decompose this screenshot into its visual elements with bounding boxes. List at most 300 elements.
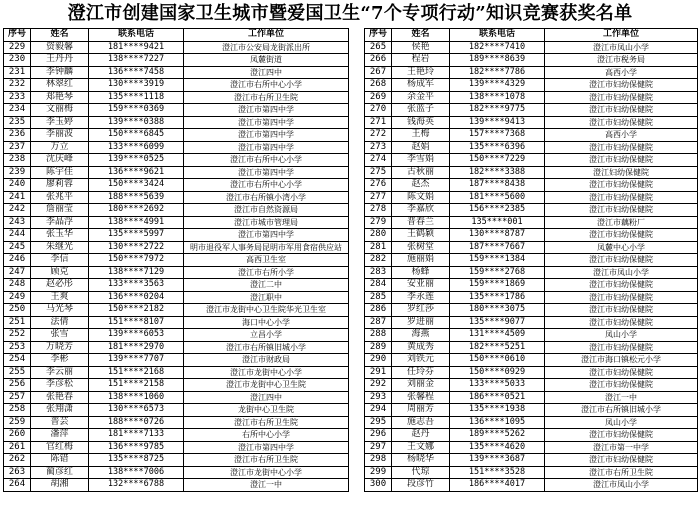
cell-org: 澄江市海口镇松元小学 — [545, 354, 698, 367]
table-row — [365, 379, 698, 392]
cell-phone: 182****7410 — [450, 41, 545, 54]
cell-seq: 290 — [365, 354, 392, 367]
table-row — [365, 341, 698, 354]
cell-phone: 133****6099 — [89, 141, 184, 154]
cell-seq: 291 — [365, 366, 392, 379]
cell-name: 段彦竹 — [392, 479, 450, 492]
table-row — [365, 104, 698, 117]
cell-seq: 280 — [365, 229, 392, 242]
cell-name: 赵娟 — [392, 141, 450, 154]
cell-seq: 277 — [365, 191, 392, 204]
cell-seq: 249 — [4, 291, 31, 304]
cell-seq: 294 — [365, 404, 392, 417]
cell-name: 朱继光 — [31, 241, 89, 254]
cell-phone: 130****6573 — [89, 404, 184, 417]
cell-phone: 139****4329 — [450, 79, 545, 92]
table-row — [4, 141, 349, 154]
cell-name: 李嘉欣 — [392, 204, 450, 217]
cell-name: 余金平 — [392, 91, 450, 104]
cell-org: 澄江市妇幼保健院 — [545, 291, 698, 304]
header-phone: 联系电话 — [450, 29, 545, 42]
cell-seq: 259 — [4, 416, 31, 429]
cell-org: 澄江一中 — [545, 391, 698, 404]
cell-phone: 130****3919 — [89, 79, 184, 92]
cell-name: 张蓝子 — [392, 104, 450, 117]
cell-seq: 283 — [365, 266, 392, 279]
cell-seq: 298 — [365, 454, 392, 467]
cell-seq: 297 — [365, 441, 392, 454]
cell-seq: 292 — [365, 379, 392, 392]
cell-phone: 182****3388 — [450, 166, 545, 179]
cell-phone: 136****7458 — [89, 66, 184, 79]
cell-seq: 299 — [365, 466, 392, 479]
cell-org: 澄江市妇幼保健院 — [545, 304, 698, 317]
cell-org: 澄江市妇幼保健院 — [545, 316, 698, 329]
table-row — [4, 216, 349, 229]
cell-seq: 285 — [365, 291, 392, 304]
table-row — [4, 54, 349, 67]
cell-org: 澄江市财政局 — [184, 354, 349, 367]
cell-phone: 181****2970 — [89, 341, 184, 354]
table-row — [4, 166, 349, 179]
cell-org: 澄江市第四中学 — [184, 116, 349, 129]
table-row — [4, 266, 349, 279]
cell-seq: 288 — [365, 329, 392, 342]
table-row — [365, 66, 698, 79]
cell-phone: 180****3075 — [450, 304, 545, 317]
cell-name: 普芸 — [31, 416, 89, 429]
table-row — [4, 41, 349, 54]
cell-phone: 138****7227 — [89, 54, 184, 67]
cell-seq: 236 — [4, 129, 31, 142]
cell-seq: 256 — [4, 379, 31, 392]
cell-name: 杨成军 — [392, 79, 450, 92]
table-row — [365, 279, 698, 292]
table-row — [365, 416, 698, 429]
cell-phone: 135****1938 — [450, 404, 545, 417]
page-title: 澄江市创建国家卫生城市暨爱国卫生“7个专项行动”知识竞赛获奖名单 — [67, 3, 633, 24]
table-row — [365, 166, 698, 179]
cell-phone: 151****2168 — [89, 366, 184, 379]
table-row — [365, 329, 698, 342]
cell-org: 凤山小学 — [545, 416, 698, 429]
table-row — [365, 241, 698, 254]
cell-name: 李雪娟 — [392, 154, 450, 167]
table-row — [4, 429, 349, 442]
cell-org: 澄江市龙街中心卫生院 — [184, 379, 349, 392]
table-row — [365, 441, 698, 454]
cell-seq: 282 — [365, 254, 392, 267]
table-row — [365, 79, 698, 92]
cell-org: 右所中心小学 — [184, 429, 349, 442]
table-row — [365, 266, 698, 279]
cell-seq: 235 — [4, 116, 31, 129]
cell-phone: 150****0929 — [450, 366, 545, 379]
header-seq: 序号 — [365, 29, 392, 42]
table-row — [4, 129, 349, 142]
cell-name: 张翔潇 — [31, 404, 89, 417]
cell-seq: 242 — [4, 204, 31, 217]
cell-seq: 279 — [365, 216, 392, 229]
cell-seq: 254 — [4, 354, 31, 367]
header-org: 工作单位 — [545, 29, 698, 42]
table-row — [4, 104, 349, 117]
table-row — [365, 304, 698, 317]
cell-seq: 243 — [4, 216, 31, 229]
cell-name: 李彦松 — [31, 379, 89, 392]
cell-phone: 133****5033 — [450, 379, 545, 392]
cell-seq: 267 — [365, 66, 392, 79]
cell-name: 张玉华 — [31, 229, 89, 242]
table-row — [4, 416, 349, 429]
cell-org: 澄江市第四中学 — [184, 166, 349, 179]
cell-org: 澄江市右所卫生院 — [184, 454, 349, 467]
cell-name: 海燕 — [392, 329, 450, 342]
cell-seq: 240 — [4, 179, 31, 192]
cell-seq: 287 — [365, 316, 392, 329]
table-row — [365, 116, 698, 129]
cell-phone: 139****0525 — [89, 154, 184, 167]
cell-name: 罗红莎 — [392, 304, 450, 317]
cell-org: 澄江市第四中学 — [184, 141, 349, 154]
cell-name: 刘铁元 — [392, 354, 450, 367]
cell-name: 廖莉蓉 — [31, 179, 89, 192]
cell-name: 王艳玲 — [392, 66, 450, 79]
table-row — [365, 391, 698, 404]
cell-seq: 295 — [365, 416, 392, 429]
table-row — [365, 404, 698, 417]
table-row — [365, 454, 698, 467]
cell-phone: 132****6788 — [89, 479, 184, 492]
cell-phone: 187****7667 — [450, 241, 545, 254]
table-row — [4, 66, 349, 79]
cell-name: 张树堂 — [392, 241, 450, 254]
cell-org: 澄江四中 — [184, 391, 349, 404]
table-row — [4, 404, 349, 417]
table-row — [365, 291, 698, 304]
cell-phone: 181****5600 — [450, 191, 545, 204]
cell-org: 澄江市龙街中心小学 — [184, 466, 349, 479]
cell-phone: 138****1078 — [450, 91, 545, 104]
cell-seq: 266 — [365, 54, 392, 67]
table-row — [4, 366, 349, 379]
cell-seq: 234 — [4, 104, 31, 117]
cell-name: 任玲芬 — [392, 366, 450, 379]
cell-name: 胡湘 — [31, 479, 89, 492]
cell-name: 代琼 — [392, 466, 450, 479]
table-row — [4, 304, 349, 317]
table-row — [4, 466, 349, 479]
cell-org: 澄江市第四中学 — [184, 129, 349, 142]
cell-phone: 138****4991 — [89, 216, 184, 229]
cell-org: 澄江市凤山小学 — [545, 479, 698, 492]
cell-org: 澄江四中 — [184, 66, 349, 79]
cell-phone: 130****2722 — [89, 241, 184, 254]
cell-org: 澄江市妇幼保健院 — [545, 191, 698, 204]
cell-seq: 232 — [4, 79, 31, 92]
cell-seq: 237 — [4, 141, 31, 154]
cell-phone: 135****4620 — [450, 441, 545, 454]
cell-org: 澄江二中 — [184, 279, 349, 292]
cell-org: 澄江市城市管理局 — [184, 216, 349, 229]
cell-org: 澄江市妇幼保健院 — [545, 116, 698, 129]
cell-name: 赵丹 — [392, 429, 450, 442]
cell-org: 澄江市右所卫生院 — [545, 466, 698, 479]
table-row — [365, 229, 698, 242]
cell-phone: 150****7972 — [89, 254, 184, 267]
cell-phone: 156****2385 — [450, 204, 545, 217]
cell-name: 安亚丽 — [392, 279, 450, 292]
cell-seq: 241 — [4, 191, 31, 204]
cell-org: 澄江市妇幼保健院 — [545, 229, 698, 242]
cell-seq: 251 — [4, 316, 31, 329]
cell-name: 李钟麟 — [31, 66, 89, 79]
table-row — [4, 279, 349, 292]
table-header-row — [365, 29, 698, 42]
cell-seq: 273 — [365, 141, 392, 154]
cell-org: 澄江市右所卫生院 — [184, 416, 349, 429]
table-row — [4, 329, 349, 342]
table-row — [365, 129, 698, 142]
cell-org: 澄江职中 — [184, 291, 349, 304]
table-row — [4, 441, 349, 454]
cell-seq: 248 — [4, 279, 31, 292]
table-row — [365, 204, 698, 217]
table-row — [4, 191, 349, 204]
cell-phone: 157****7368 — [450, 129, 545, 142]
table-row — [4, 179, 349, 192]
cell-org: 高西小学 — [545, 129, 698, 142]
table-row — [365, 479, 698, 492]
cell-name: 古秋丽 — [392, 166, 450, 179]
cell-seq: 286 — [365, 304, 392, 317]
cell-seq: 229 — [4, 41, 31, 54]
cell-name: 张馨程 — [392, 391, 450, 404]
table-row — [365, 429, 698, 442]
cell-name: 万立 — [31, 141, 89, 154]
cell-phone: 182****9775 — [450, 104, 545, 117]
cell-phone: 159****2768 — [450, 266, 545, 279]
cell-seq: 300 — [365, 479, 392, 492]
cell-org: 澄江市右所中心小学 — [184, 154, 349, 167]
cell-seq: 245 — [4, 241, 31, 254]
table-row — [4, 316, 349, 329]
cell-phone: 186****0521 — [450, 391, 545, 404]
cell-phone: 151****2158 — [89, 379, 184, 392]
table-row — [4, 341, 349, 354]
cell-phone: 138****1060 — [89, 391, 184, 404]
cell-phone: 186****4017 — [450, 479, 545, 492]
cell-org: 澄江市妇幼保健院 — [545, 454, 698, 467]
cell-phone: 151****3528 — [450, 466, 545, 479]
cell-name: 万晓芳 — [31, 341, 89, 354]
cell-phone: 136****1095 — [450, 416, 545, 429]
cell-name: 赵必彤 — [31, 279, 89, 292]
cell-org: 澄江市龙街中心小学 — [184, 366, 349, 379]
table-row — [365, 54, 698, 67]
cell-org: 凤麓街道 — [184, 54, 349, 67]
cell-phone: 181****9421 — [89, 41, 184, 54]
cell-seq: 264 — [4, 479, 31, 492]
header-name: 姓名 — [392, 29, 450, 42]
cell-phone: 131****4509 — [450, 329, 545, 342]
cell-org: 凤麓中心小学 — [545, 241, 698, 254]
cell-org: 澄江市右所镇小湾小学 — [184, 191, 349, 204]
cell-name: 王丹丹 — [31, 54, 89, 67]
cell-name: 马光琴 — [31, 304, 89, 317]
table-row — [4, 291, 349, 304]
cell-seq: 269 — [365, 91, 392, 104]
cell-name: 张雪 — [31, 329, 89, 342]
table-row — [4, 79, 349, 92]
cell-org: 立昌小学 — [184, 329, 349, 342]
cell-org: 澄江市右所小学 — [184, 266, 349, 279]
cell-name: 顾克 — [31, 266, 89, 279]
cell-name: 李永莲 — [392, 291, 450, 304]
cell-org: 澄江市右所卫生院 — [184, 91, 349, 104]
cell-name: 侯艳 — [392, 41, 450, 54]
cell-org: 海口中心小学 — [184, 316, 349, 329]
cell-seq: 257 — [4, 391, 31, 404]
cell-phone: 150****6845 — [89, 129, 184, 142]
cell-phone: 139****0388 — [89, 116, 184, 129]
cell-phone: 188****0726 — [89, 416, 184, 429]
cell-org: 澄江市右所镇旧城小学 — [545, 404, 698, 417]
cell-phone: 130****8787 — [450, 229, 545, 242]
table-row — [4, 204, 349, 217]
cell-seq: 274 — [365, 154, 392, 167]
cell-seq: 278 — [365, 204, 392, 217]
cell-phone: 182****7786 — [450, 66, 545, 79]
cell-phone: 138****7006 — [89, 466, 184, 479]
cell-name: 法倩 — [31, 316, 89, 329]
winners-table-right — [364, 28, 698, 492]
cell-org: 澄江市第一中学 — [545, 441, 698, 454]
cell-seq: 252 — [4, 329, 31, 342]
cell-seq: 296 — [365, 429, 392, 442]
cell-org: 澄江市妇幼保健院 — [545, 279, 698, 292]
cell-org: 澄江市妇幼保健院 — [545, 254, 698, 267]
cell-org: 澄江市妇幼保健院 — [545, 429, 698, 442]
cell-org: 澄江市第四中学 — [184, 229, 349, 242]
cell-name: 张兆平 — [31, 191, 89, 204]
cell-name: 王梅 — [392, 129, 450, 142]
cell-name: 王文娜 — [392, 441, 450, 454]
cell-phone: 189****5262 — [450, 429, 545, 442]
cell-name: 官红梅 — [31, 441, 89, 454]
cell-org: 澄江市妇幼保健院 — [545, 104, 698, 117]
cell-name: 资毅馨 — [31, 41, 89, 54]
cell-name: 陈宇佳 — [31, 166, 89, 179]
cell-phone: 150****2182 — [89, 304, 184, 317]
cell-phone: 138****7129 — [89, 266, 184, 279]
cell-org: 澄江市妇幼保健院 — [545, 204, 698, 217]
cell-seq: 260 — [4, 429, 31, 442]
table-row — [4, 354, 349, 367]
cell-org: 澄江市妇幼保健院 — [545, 379, 698, 392]
table-row — [4, 241, 349, 254]
table-row — [4, 154, 349, 167]
cell-org: 凤山小学 — [545, 329, 698, 342]
cell-org: 澄江市第四中学 — [184, 441, 349, 454]
cell-name: 詹丽莹 — [31, 204, 89, 217]
cell-seq: 261 — [4, 441, 31, 454]
table-row — [365, 316, 698, 329]
cell-phone: 135****1118 — [89, 91, 184, 104]
cell-phone: 188****5639 — [89, 191, 184, 204]
cell-phone: 133****3563 — [89, 279, 184, 292]
cell-phone: 182****5251 — [450, 341, 545, 354]
cell-seq: 238 — [4, 154, 31, 167]
header-phone: 联系电话 — [89, 29, 184, 42]
table-header-row — [4, 29, 349, 42]
cell-name: 钱海英 — [392, 116, 450, 129]
table-row — [365, 466, 698, 479]
cell-phone: 139****9413 — [450, 116, 545, 129]
cell-name: 郑艳琴 — [31, 91, 89, 104]
table-row — [365, 366, 698, 379]
cell-name: 李彬 — [31, 354, 89, 367]
cell-seq: 293 — [365, 391, 392, 404]
cell-name: 李云丽 — [31, 366, 89, 379]
cell-phone: 159****1384 — [450, 254, 545, 267]
cell-seq: 272 — [365, 129, 392, 142]
cell-phone: 187****8438 — [450, 179, 545, 192]
cell-name: 蔺彦红 — [31, 466, 89, 479]
cell-seq: 270 — [365, 104, 392, 117]
cell-seq: 275 — [365, 166, 392, 179]
cell-name: 施丽娟 — [392, 254, 450, 267]
table-row — [365, 91, 698, 104]
cell-name: 李玉婷 — [31, 116, 89, 129]
cell-name: 施志吾 — [392, 416, 450, 429]
cell-seq: 231 — [4, 66, 31, 79]
cell-name: 黄成秀 — [392, 341, 450, 354]
cell-seq: 263 — [4, 466, 31, 479]
cell-org: 明市退役军人事务局昆明市军用食宿供应站 — [184, 241, 349, 254]
cell-phone: 135****8725 — [89, 454, 184, 467]
cell-org: 澄江市凤山小学 — [545, 266, 698, 279]
cell-seq: 262 — [4, 454, 31, 467]
cell-phone: 136****0204 — [89, 291, 184, 304]
table-row — [4, 379, 349, 392]
cell-seq: 281 — [365, 241, 392, 254]
cell-name: 赵杰 — [392, 179, 450, 192]
cell-seq: 230 — [4, 54, 31, 67]
cell-phone: 135****001 — [450, 216, 545, 229]
cell-phone: 151****8107 — [89, 316, 184, 329]
cell-phone: 136****9621 — [89, 166, 184, 179]
cell-name: 文丽梅 — [31, 104, 89, 117]
table-row — [4, 479, 349, 492]
header-org: 工作单位 — [184, 29, 349, 42]
cell-org: 澄江市自然资源局 — [184, 204, 349, 217]
table-row — [365, 141, 698, 154]
cell-name: 李信 — [31, 254, 89, 267]
cell-seq: 250 — [4, 304, 31, 317]
winners-table-left — [3, 28, 349, 492]
cell-phone: 180****2692 — [89, 204, 184, 217]
cell-name: 杨蜂 — [392, 266, 450, 279]
cell-phone: 159****0369 — [89, 104, 184, 117]
table-row — [365, 216, 698, 229]
cell-name: 周丽芳 — [392, 404, 450, 417]
cell-name: 杨晓华 — [392, 454, 450, 467]
cell-org: 澄江市妇幼保健院 — [545, 91, 698, 104]
table-row — [365, 179, 698, 192]
cell-org: 澄江市税务局 — [545, 54, 698, 67]
table-row — [4, 91, 349, 104]
